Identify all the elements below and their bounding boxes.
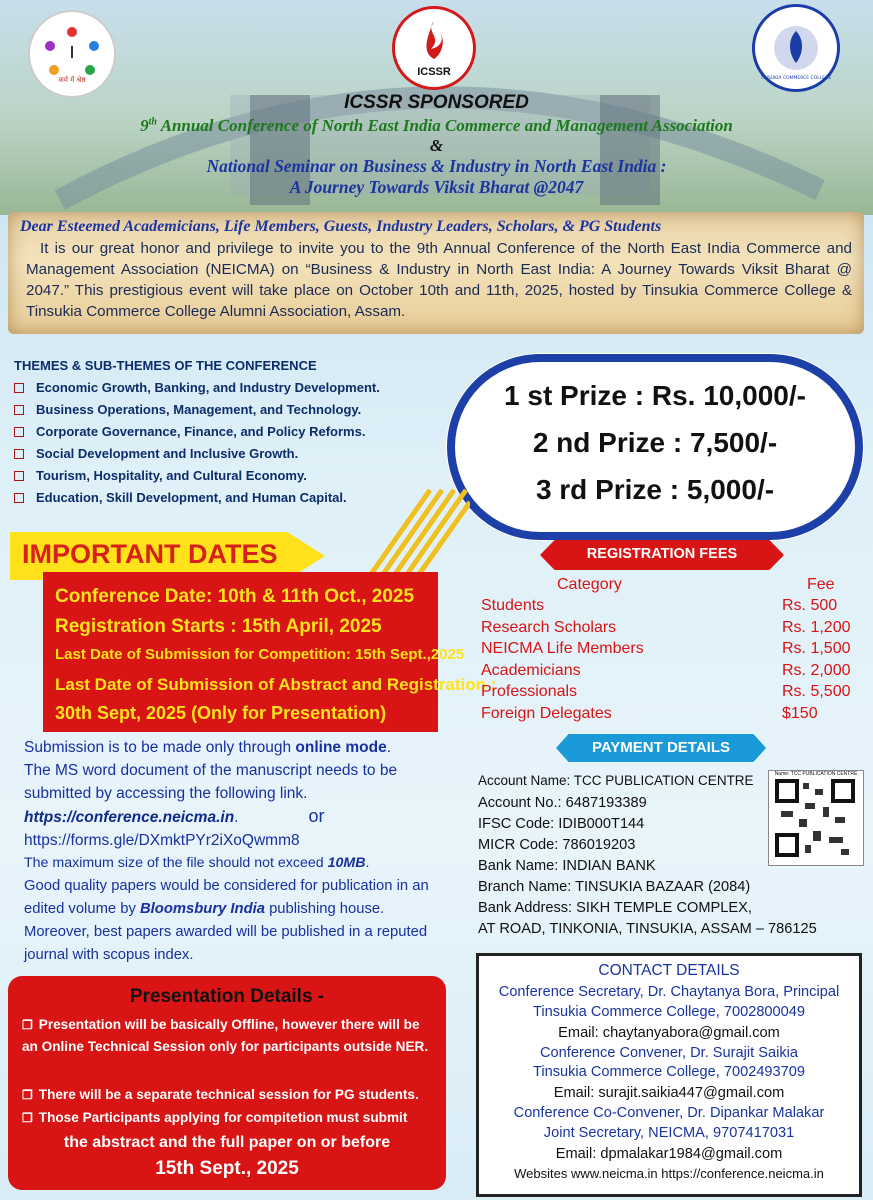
conference-title: 9th Annual Conference of North East India Commerce and Management Association [140,116,733,135]
fee-category: Foreign Delegates [481,705,612,722]
presentation-tail: the abstract and the full paper on or before [63,1134,391,1151]
contact-title: CONTACT DETAILS [598,962,740,979]
fee-column-fee: Fee [807,576,835,593]
checkbox-icon [14,383,24,393]
second-prize: 2 nd Prize : 7,500/- [532,427,778,458]
college-logo [752,4,840,92]
fee-category: NEICMA Life Members [481,640,644,657]
conference-link[interactable]: https://conference.neicma.in [24,809,235,826]
theme-item: Social Development and Inclusive Growth. [14,446,298,461]
fee-category: Professionals [481,683,578,700]
payment-qr-code[interactable]: Name: TCC PUBLICATION CENTRE [768,770,864,866]
fee-category: Students [481,597,545,614]
goddess-emblem-icon [761,13,831,83]
checkbox-icon [14,405,24,415]
competition-deadline: Last Date of Submission for Competition: 15th Sept.,2025 [55,646,465,663]
payment-details-title: PAYMENT DETAILS [591,739,731,756]
abstract-deadline-label: Last Date of Submission of Abstract and Registration : [55,675,497,694]
seminar-title-line2: A Journey Towards Viksit Bharat @2047 [289,177,584,197]
bank-address-line2: AT ROAD, TINKONIA, TINSUKIA, ASSAM – 786125 [478,921,817,937]
qr-code-icon [769,777,861,861]
theme-item: Economic Growth, Banking, and Industry Development. [14,380,380,395]
contact-line: Conference Co-Convener, Dr. Dipankar Malakar [513,1105,825,1121]
theme-item: Education, Skill Development, and Human Capital. [14,490,347,505]
fee-amount: Rs. 500 [782,597,838,614]
contact-line: Joint Secretary, NEICMA, 9707417031 [543,1125,795,1141]
first-prize: 1 st Prize : Rs. 10,000/- [504,380,806,411]
theme-item: Tourism, Hospitality, and Cultural Economy. [14,468,307,483]
fee-amount: Rs. 1,500 [782,640,851,657]
conference-header [0,92,873,198]
ampersand: & [429,136,444,155]
account-number: Account No.: 6487193389 [478,795,647,811]
contact-email[interactable]: Email: dpmalakar1984@gmail.com [555,1146,783,1162]
contact-email[interactable]: Email: surajit.saikia447@gmail.com [553,1085,785,1101]
seminar-title-line1: National Seminar on Business & Industry in North East India : [206,156,667,176]
sponsor-line: ICSSR SPONSORED [344,92,529,113]
checkbox-icon [14,493,24,503]
fee-amount: Rs. 5,500 [782,683,851,700]
fee-category: Academicians [481,662,581,679]
theme-item: Business Operations, Management, and Technology. [14,402,361,417]
bank-name: Bank Name: INDIAN BANK [478,858,656,874]
branch-name: Branch Name: TINSUKIA BAZAAR (2084) [478,879,751,895]
ifsc-code: IFSC Code: IDIB000T144 [478,816,645,832]
fee-amount: $150 [782,705,818,722]
contact-line: Tinsukia Commerce College, 7002493709 [532,1064,806,1080]
flame-icon [417,19,451,61]
registration-fees-title: REGISTRATION FEES [586,546,738,562]
presentation-deadline: 15th Sept., 2025 [155,1158,299,1179]
presentation-title: Presentation Details - [129,986,325,1007]
svg-text:TINSUKIA COMMERCE COLLEGE: TINSUKIA COMMERCE COLLEGE [761,76,831,81]
invitation-greeting: Dear Esteemed Academicians, Life Members, Guests, Industry Leaders, Scholars, & PG Students [20,218,662,235]
important-dates-title: IMPORTANT DATES [22,539,278,569]
contact-line: Conference Convener, Dr. Surajit Saikia [540,1045,798,1061]
checkbox-icon [14,471,24,481]
submission-info: Submission is to be made only through online mode. The MS word document of the manuscript needs to be submitted by accessing the following link. https://conference.neicma.in. or https://forms.gle/DXmktPYr2iXoQwmm8 The maximum size of the file should not exceed 10MB. Good quality papers would be considered for publication in an edited volume by Bloomsbury India publishing house. Moreover, best papers awarded will be published in a reputed journal with scopus index. [24,736,434,967]
bank-address: Bank Address: SIKH TEMPLE COMPLEX, [478,900,752,916]
contact-email[interactable]: Email: chaytanyabora@gmail.com [558,1025,780,1041]
icssr-logo: ICSSR [392,6,476,90]
theme-item: Corporate Governance, Finance, and Policy Reforms. [14,424,365,439]
themes-title: THEMES & SUB-THEMES OF THE CONFERENCE [14,358,317,373]
account-name: Account Name: TCC PUBLICATION CENTRE [478,773,754,788]
fee-column-category: Category [557,576,622,593]
fee-category: Research Scholars [481,619,617,636]
third-prize: 3 rd Prize : 5,000/- [535,474,775,505]
checkbox-icon [14,449,24,459]
fee-amount: Rs. 1,200 [782,619,851,636]
svg-text:कर्म में श्रेष्ठ: कर्म में श्रेष्ठ [58,76,86,84]
abstract-deadline-date: 30th Sept, 2025 (Only for Presentation) [55,703,387,723]
presentation-item: ❒ Those Participants applying for compitetion must submit [22,1110,408,1125]
micr-code: MICR Code: 786019203 [478,837,636,853]
websites-line[interactable]: Websites www.neicma.in https://conference.neicma.in [514,1166,824,1181]
checkbox-icon [14,427,24,437]
registration-start: Registration Starts : 15th April, 2025 [55,616,382,637]
presentation-item: ❒ Presentation will be basically Offline, however there will be an Online Technical Session only for participants outside NER. [22,1017,429,1054]
people-circle-icon [42,24,102,84]
google-form-link[interactable]: https://forms.gle/DXmktPYr2iXoQwmm8 [24,832,300,849]
presentation-item: ❒ There will be a separate technical session for PG students. [22,1087,419,1102]
contact-line: Conference Secretary, Dr. Chaytanya Bora, Principal [498,984,840,1000]
contact-line: Tinsukia Commerce College, 7002800049 [532,1004,806,1020]
invitation-body: It is our great honor and privilege to invite you to the 9th Annual Conference of the North East India Commerce and Management Association (NEICMA) on “Business & Industry in North East India: A Journey Towards Viksit Bharat @ 2047.” This prestigious event will take place on October 10th and 11th, 2025, hosted by Tinsukia Commerce College & Tinsukia Commerce College Alumni Association, Assam. [26,240,852,320]
conference-date: Conference Date: 10th & 11th Oct., 2025 [55,586,415,607]
left-logo [28,10,116,98]
fee-amount: Rs. 2,000 [782,662,851,679]
